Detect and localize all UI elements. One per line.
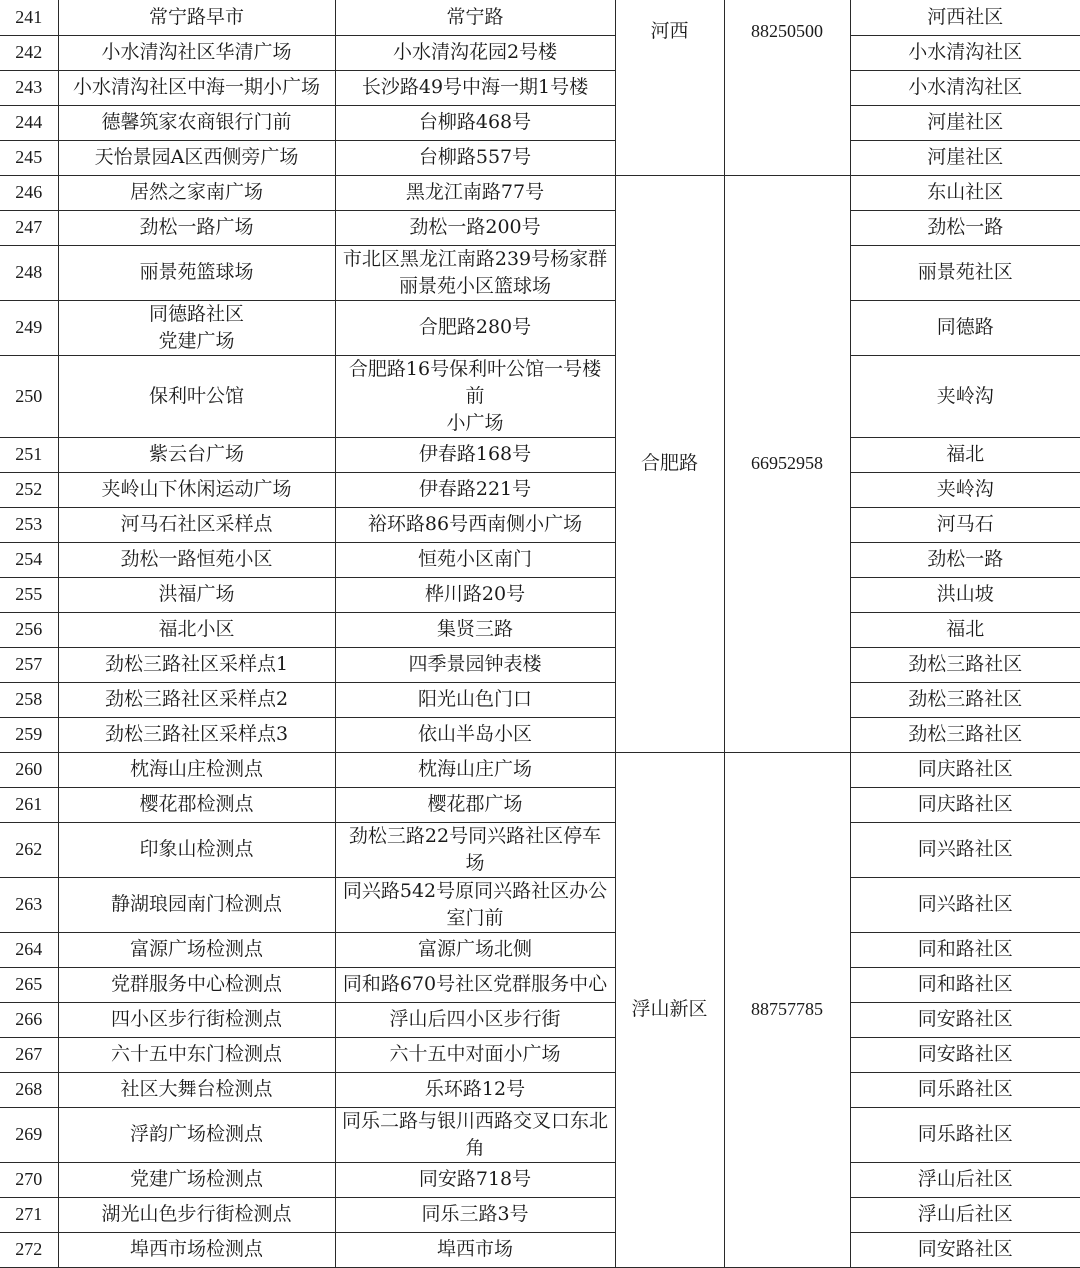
table-row xyxy=(0,70,1080,105)
row-number: 267 xyxy=(0,1037,58,1072)
community-name: 同安路社区 xyxy=(850,1037,1080,1072)
site-address: 富源广场北侧 xyxy=(335,932,615,967)
row-number: 252 xyxy=(0,472,58,507)
site-name: 劲松一路恒苑小区 xyxy=(58,542,335,577)
site-name: 天怡景园A区西侧旁广场 xyxy=(58,140,335,175)
site-name: 保利叶公馆 xyxy=(58,355,335,437)
community-name: 福北 xyxy=(850,437,1080,472)
row-number: 260 xyxy=(0,752,58,787)
site-name: 四小区步行街检测点 xyxy=(58,1002,335,1037)
site-address: 合肥路16号保利叶公馆一号楼前 小广场 xyxy=(335,355,615,437)
table-row xyxy=(0,105,1080,140)
row-number: 269 xyxy=(0,1107,58,1162)
site-address: 集贤三路 xyxy=(335,612,615,647)
row-number: 266 xyxy=(0,1002,58,1037)
table-row xyxy=(0,1037,1080,1072)
community-name: 劲松一路 xyxy=(850,542,1080,577)
site-name: 富源广场检测点 xyxy=(58,932,335,967)
table-row xyxy=(0,682,1080,717)
contact-phone: 88757785 xyxy=(724,752,850,1267)
row-number: 268 xyxy=(0,1072,58,1107)
table-row xyxy=(0,0,1080,35)
site-address: 阳光山色门口 xyxy=(335,682,615,717)
site-address: 浮山后四小区步行街 xyxy=(335,1002,615,1037)
community-name: 同德路 xyxy=(850,300,1080,355)
site-address: 四季景园钟表楼 xyxy=(335,647,615,682)
table-row xyxy=(0,612,1080,647)
street-name: 浮山新区 xyxy=(615,752,724,1267)
row-number: 255 xyxy=(0,577,58,612)
community-name: 河崖社区 xyxy=(850,105,1080,140)
site-address: 同乐二路与银川西路交叉口东北 角 xyxy=(335,1107,615,1162)
community-name: 福北 xyxy=(850,612,1080,647)
community-name: 河马石 xyxy=(850,507,1080,542)
table-row xyxy=(0,245,1080,300)
table-row xyxy=(0,140,1080,175)
community-name: 同兴路社区 xyxy=(850,877,1080,932)
table-row xyxy=(0,1162,1080,1197)
table-row xyxy=(0,717,1080,752)
site-name: 劲松一路广场 xyxy=(58,210,335,245)
site-name: 浮韵广场检测点 xyxy=(58,1107,335,1162)
site-name: 党群服务中心检测点 xyxy=(58,967,335,1002)
community-name: 同乐路社区 xyxy=(850,1107,1080,1162)
site-address: 伊春路168号 xyxy=(335,437,615,472)
row-number: 248 xyxy=(0,245,58,300)
site-name: 夹岭山下休闲运动广场 xyxy=(58,472,335,507)
site-name: 樱花郡检测点 xyxy=(58,787,335,822)
community-name: 夹岭沟 xyxy=(850,472,1080,507)
community-name: 同和路社区 xyxy=(850,932,1080,967)
community-name: 同庆路社区 xyxy=(850,752,1080,787)
site-name: 印象山检测点 xyxy=(58,822,335,877)
row-number: 272 xyxy=(0,1232,58,1267)
community-name: 小水清沟社区 xyxy=(850,35,1080,70)
community-name: 劲松三路社区 xyxy=(850,682,1080,717)
table-row xyxy=(0,355,1080,437)
site-name: 劲松三路社区采样点2 xyxy=(58,682,335,717)
table-row xyxy=(0,175,1080,210)
table-row xyxy=(0,1197,1080,1232)
site-address: 裕环路86号西南侧小广场 xyxy=(335,507,615,542)
community-name: 同安路社区 xyxy=(850,1002,1080,1037)
row-number: 251 xyxy=(0,437,58,472)
community-name: 同兴路社区 xyxy=(850,822,1080,877)
table-row xyxy=(0,35,1080,70)
row-number: 249 xyxy=(0,300,58,355)
site-name: 社区大舞台检测点 xyxy=(58,1072,335,1107)
site-address: 依山半岛小区 xyxy=(335,717,615,752)
community-name: 浮山后社区 xyxy=(850,1197,1080,1232)
community-name: 小水清沟社区 xyxy=(850,70,1080,105)
site-address: 同乐三路3号 xyxy=(335,1197,615,1232)
street-name: 合肥路 xyxy=(615,175,724,752)
site-address: 乐环路12号 xyxy=(335,1072,615,1107)
community-name: 同庆路社区 xyxy=(850,787,1080,822)
table-row xyxy=(0,822,1080,877)
site-address: 同兴路542号原同兴路社区办公 室门前 xyxy=(335,877,615,932)
row-number: 257 xyxy=(0,647,58,682)
site-name: 劲松三路社区采样点1 xyxy=(58,647,335,682)
row-number: 242 xyxy=(0,35,58,70)
table-row xyxy=(0,210,1080,245)
community-name: 河西社区 xyxy=(850,0,1080,35)
site-name: 丽景苑篮球场 xyxy=(58,245,335,300)
community-name: 同乐路社区 xyxy=(850,1072,1080,1107)
site-address: 樱花郡广场 xyxy=(335,787,615,822)
site-name: 紫云台广场 xyxy=(58,437,335,472)
row-number: 245 xyxy=(0,140,58,175)
table-row xyxy=(0,752,1080,787)
community-name: 夹岭沟 xyxy=(850,355,1080,437)
site-address: 伊春路221号 xyxy=(335,472,615,507)
table-row xyxy=(0,647,1080,682)
contact-phone: 88250500 xyxy=(724,0,850,175)
site-name: 洪福广场 xyxy=(58,577,335,612)
community-name: 东山社区 xyxy=(850,175,1080,210)
row-number: 262 xyxy=(0,822,58,877)
site-name: 居然之家南广场 xyxy=(58,175,335,210)
table-row xyxy=(0,577,1080,612)
contact-phone: 66952958 xyxy=(724,175,850,752)
site-address: 台柳路468号 xyxy=(335,105,615,140)
community-name: 劲松三路社区 xyxy=(850,647,1080,682)
row-number: 243 xyxy=(0,70,58,105)
community-name: 丽景苑社区 xyxy=(850,245,1080,300)
table-row xyxy=(0,1107,1080,1162)
site-name: 党建广场检测点 xyxy=(58,1162,335,1197)
table-row xyxy=(0,437,1080,472)
table-row xyxy=(0,967,1080,1002)
table-row xyxy=(0,1072,1080,1107)
site-name: 枕海山庄检测点 xyxy=(58,752,335,787)
site-name: 劲松三路社区采样点3 xyxy=(58,717,335,752)
row-number: 246 xyxy=(0,175,58,210)
community-name: 洪山坡 xyxy=(850,577,1080,612)
site-name: 同德路社区 党建广场 xyxy=(58,300,335,355)
row-number: 250 xyxy=(0,355,58,437)
site-address: 同安路718号 xyxy=(335,1162,615,1197)
row-number: 256 xyxy=(0,612,58,647)
site-address: 合肥路280号 xyxy=(335,300,615,355)
site-address: 劲松一路200号 xyxy=(335,210,615,245)
community-name: 劲松一路 xyxy=(850,210,1080,245)
site-address: 市北区黑龙江南路239号杨家群 丽景苑小区篮球场 xyxy=(335,245,615,300)
site-name: 常宁路早市 xyxy=(58,0,335,35)
table-row xyxy=(0,507,1080,542)
site-address: 劲松三路22号同兴路社区停车场 xyxy=(335,822,615,877)
site-name: 静湖琅园南门检测点 xyxy=(58,877,335,932)
table-row xyxy=(0,1002,1080,1037)
community-name: 劲松三路社区 xyxy=(850,717,1080,752)
table-row xyxy=(0,877,1080,932)
row-number: 270 xyxy=(0,1162,58,1197)
site-name: 福北小区 xyxy=(58,612,335,647)
row-number: 247 xyxy=(0,210,58,245)
site-name: 小水清沟社区华清广场 xyxy=(58,35,335,70)
site-name: 埠西市场检测点 xyxy=(58,1232,335,1267)
site-address: 六十五中对面小广场 xyxy=(335,1037,615,1072)
site-name: 德馨筑家农商银行门前 xyxy=(58,105,335,140)
site-name: 河马石社区采样点 xyxy=(58,507,335,542)
community-name: 同安路社区 xyxy=(850,1232,1080,1267)
row-number: 264 xyxy=(0,932,58,967)
row-number: 261 xyxy=(0,787,58,822)
row-number: 244 xyxy=(0,105,58,140)
table-row xyxy=(0,787,1080,822)
table-row xyxy=(0,472,1080,507)
site-address: 黑龙江南路77号 xyxy=(335,175,615,210)
site-name: 六十五中东门检测点 xyxy=(58,1037,335,1072)
site-address: 桦川路20号 xyxy=(335,577,615,612)
site-name: 湖光山色步行街检测点 xyxy=(58,1197,335,1232)
row-number: 263 xyxy=(0,877,58,932)
row-number: 258 xyxy=(0,682,58,717)
site-name: 小水清沟社区中海一期小广场 xyxy=(58,70,335,105)
site-address: 埠西市场 xyxy=(335,1232,615,1267)
site-address: 枕海山庄广场 xyxy=(335,752,615,787)
community-name: 同和路社区 xyxy=(850,967,1080,1002)
table-row xyxy=(0,1232,1080,1267)
row-number: 271 xyxy=(0,1197,58,1232)
site-address: 长沙路49号中海一期1号楼 xyxy=(335,70,615,105)
site-address: 台柳路557号 xyxy=(335,140,615,175)
table-row xyxy=(0,542,1080,577)
site-address: 小水清沟花园2号楼 xyxy=(335,35,615,70)
row-number: 253 xyxy=(0,507,58,542)
row-number: 241 xyxy=(0,0,58,35)
row-number: 265 xyxy=(0,967,58,1002)
table-row xyxy=(0,932,1080,967)
community-name: 河崖社区 xyxy=(850,140,1080,175)
street-name: 河西 xyxy=(615,0,724,175)
site-address: 同和路670号社区党群服务中心 xyxy=(335,967,615,1002)
row-number: 254 xyxy=(0,542,58,577)
community-name: 浮山后社区 xyxy=(850,1162,1080,1197)
row-number: 259 xyxy=(0,717,58,752)
site-address: 恒苑小区南门 xyxy=(335,542,615,577)
site-address: 常宁路 xyxy=(335,0,615,35)
table-row xyxy=(0,300,1080,355)
